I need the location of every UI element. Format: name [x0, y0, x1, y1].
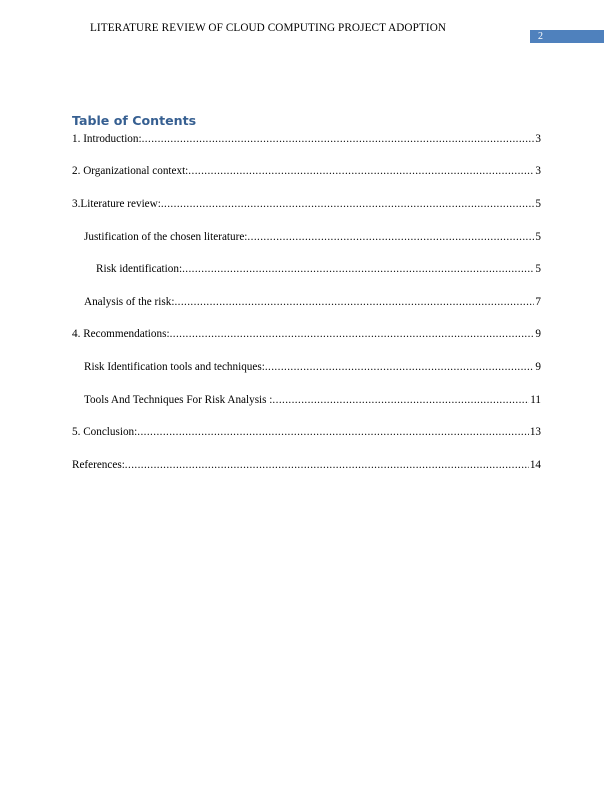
toc-entry-title: Analysis of the risk: — [84, 296, 175, 308]
page-number: 2 — [538, 31, 543, 42]
toc-entry-conclusion[interactable] — [72, 425, 541, 439]
toc-dot-leader — [182, 262, 534, 276]
toc-dot-leader — [170, 327, 535, 341]
toc-entry-title: Justification of the chosen literature: — [84, 231, 248, 243]
toc-entry-page: 3 — [535, 133, 541, 145]
toc-entry-title: References: — [72, 459, 125, 471]
toc-dot-leader — [142, 132, 535, 146]
toc-entry-justification[interactable] — [84, 230, 541, 244]
running-header-title: LITERATURE REVIEW OF CLOUD COMPUTING PROJECT ADOPTION — [90, 22, 447, 34]
toc-dot-leader — [137, 425, 529, 439]
toc-entry-page: 5 — [535, 198, 541, 210]
page-number-badge — [530, 30, 604, 43]
toc-entry-page: 7 — [535, 296, 541, 308]
toc-entry-page: 11 — [530, 394, 541, 406]
toc-entry-risk-identification[interactable] — [96, 262, 541, 276]
toc-entry-literature-review[interactable] — [72, 197, 541, 211]
toc-entry-page: 3 — [535, 165, 541, 177]
toc-dot-leader — [188, 164, 534, 178]
toc-entry-page: 13 — [529, 426, 541, 438]
toc-dot-leader — [272, 393, 529, 407]
toc-entry-page: 5 — [535, 231, 541, 243]
toc-dot-leader — [265, 360, 535, 374]
toc-entry-title: 3.Literature review: — [72, 198, 161, 210]
toc-entry-page: 9 — [535, 328, 541, 340]
toc-entry-title: 4. Recommendations: — [72, 328, 170, 340]
toc-entry-organizational-context[interactable] — [72, 164, 541, 178]
toc-entry-references[interactable] — [72, 458, 541, 472]
toc-dot-leader — [125, 458, 529, 472]
toc-entry-title: Risk identification: — [96, 263, 183, 275]
toc-entry-title: Tools And Techniques For Risk Analysis : — [84, 394, 273, 406]
toc-entry-page: 9 — [535, 361, 541, 373]
toc-entry-risk-analysis-tools[interactable] — [84, 393, 541, 407]
toc-entry-page: 5 — [535, 263, 541, 275]
toc-entry-page: 14 — [529, 459, 541, 471]
toc-entry-introduction[interactable] — [72, 132, 541, 146]
toc-heading: Table of Contents — [72, 113, 197, 128]
toc-dot-leader — [174, 295, 534, 309]
toc-dot-leader — [161, 197, 535, 211]
toc-entry-recommendations[interactable] — [72, 327, 541, 341]
toc-entry-title: 5. Conclusion: — [72, 426, 138, 438]
toc-entry-title: 2. Organizational context: — [72, 165, 189, 177]
toc-entry-analysis-of-risk[interactable] — [84, 295, 541, 309]
toc-dot-leader — [247, 230, 534, 244]
toc-entry-title: 1. Introduction: — [72, 133, 142, 145]
toc-entry-risk-identification-tools[interactable] — [84, 360, 541, 374]
toc-entry-title: Risk Identification tools and techniques: — [84, 361, 265, 373]
